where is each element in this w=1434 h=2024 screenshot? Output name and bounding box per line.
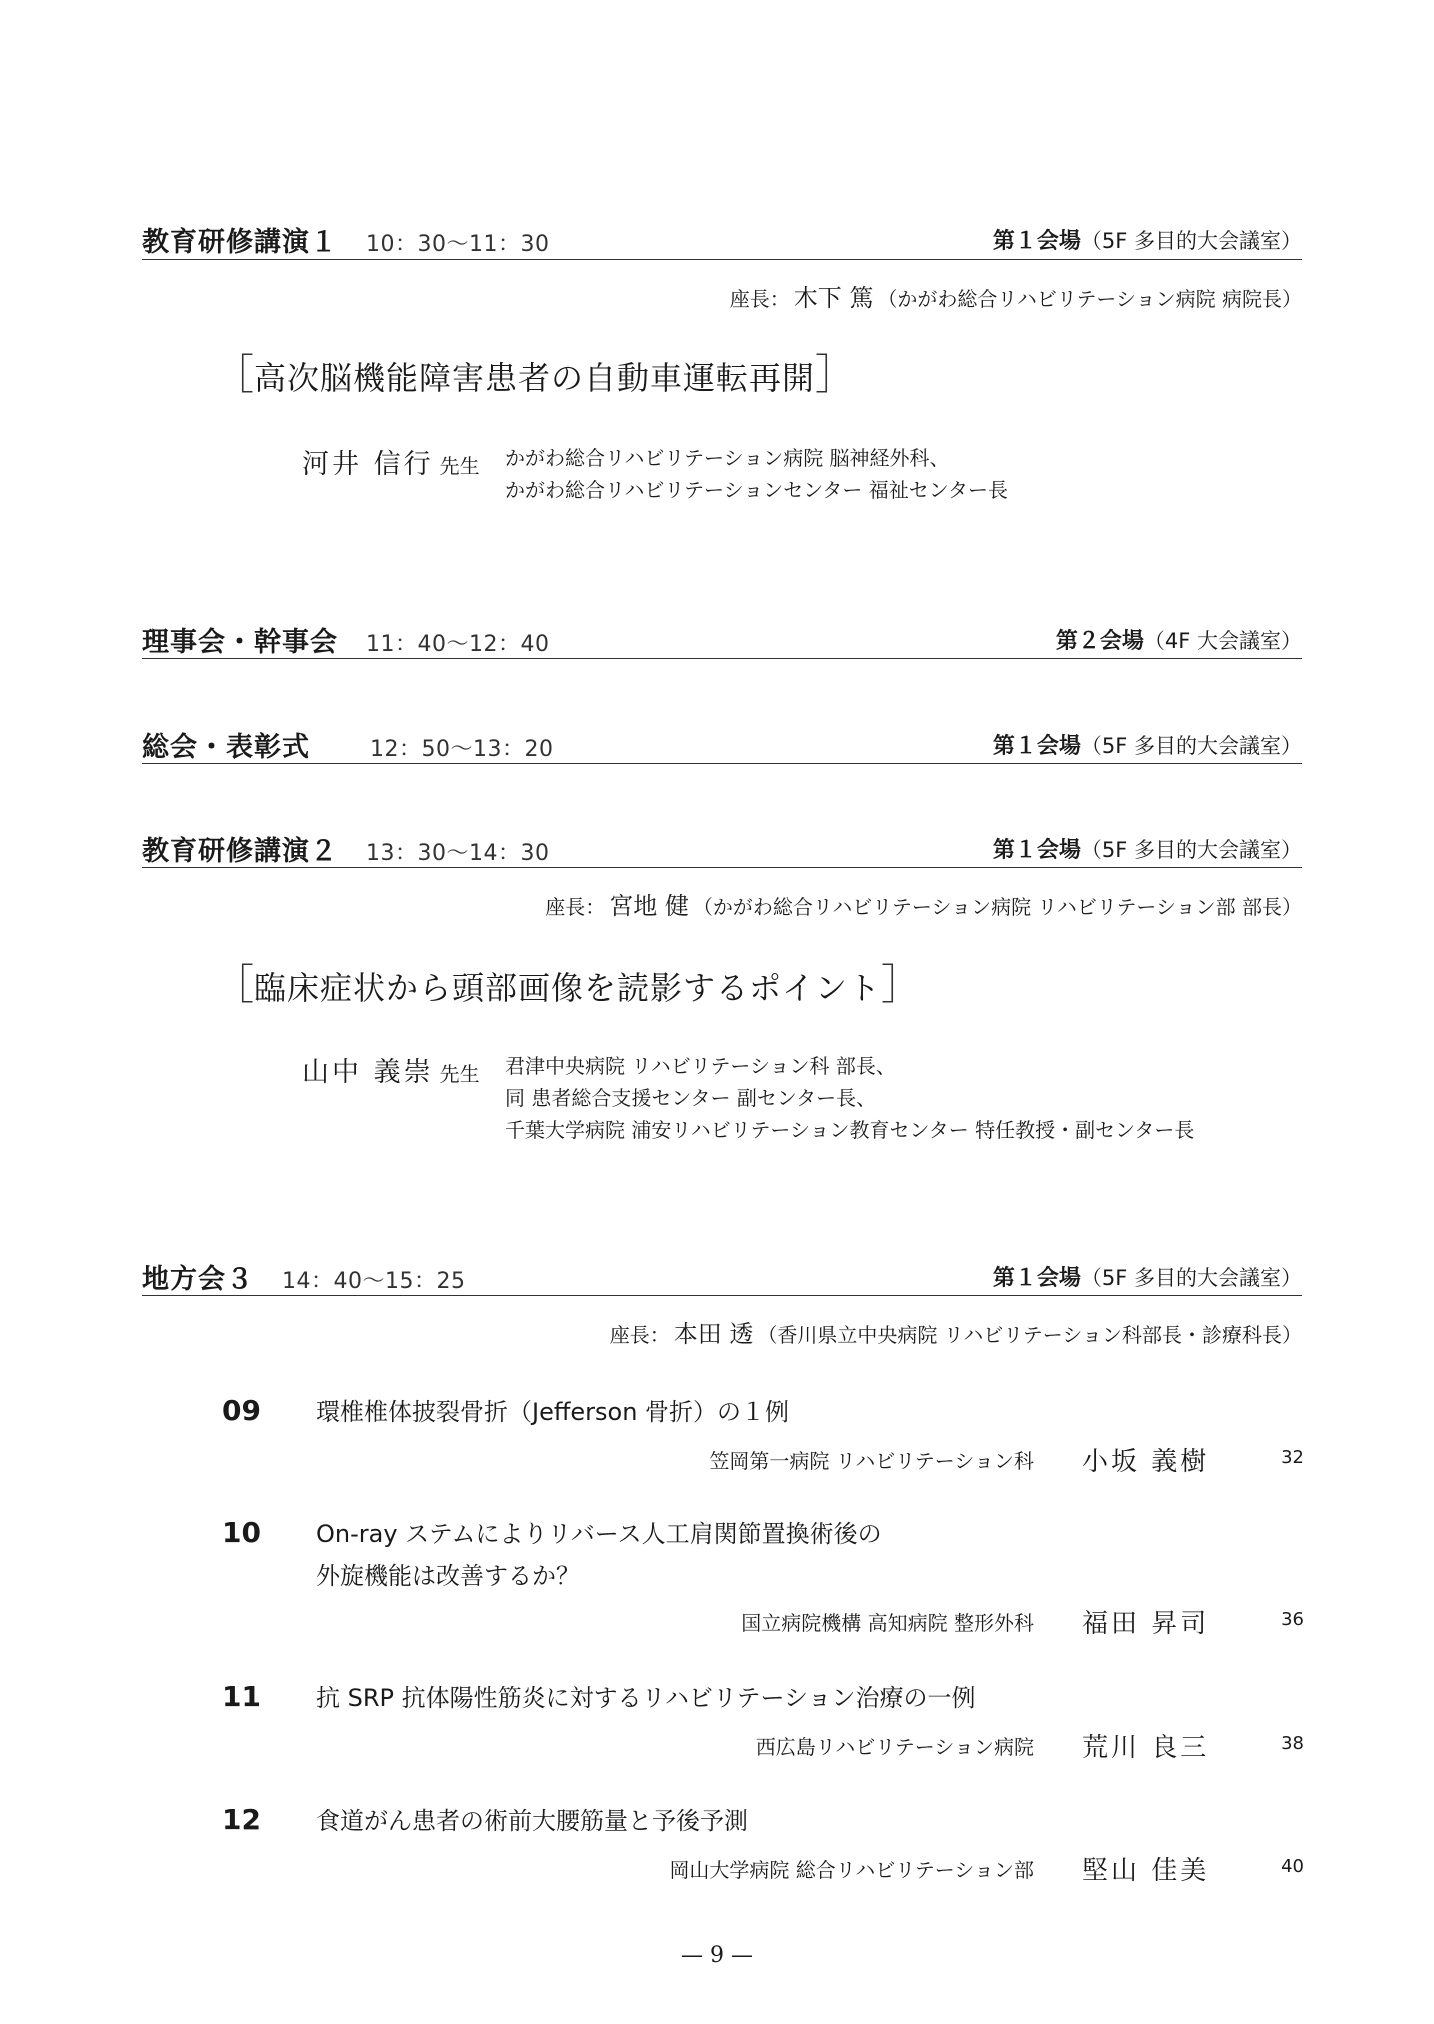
title-line: 外旋機能は改善するか？ [316,1562,580,1590]
speaker-affiliation-edu2 [505,1050,1194,1146]
session-header-board [142,620,549,659]
lecture-title-edu1 [212,342,857,402]
presentation-number: 10 [222,1516,261,1549]
title-line: 食道がん患者の術前大腰筋量と予後予測 [316,1807,748,1835]
chair-line-regional3 [610,1314,1302,1349]
close-bracket: ］ [815,350,858,399]
presentation-page: 32 [1281,1447,1304,1468]
presentation-number: 12 [222,1803,261,1836]
presentation-institution: 笠岡第一病院 リハビリテーション科 [709,1449,1034,1473]
open-bracket: ［ [212,960,255,1009]
affiliation-line: かがわ総合リハビリテーションセンター 福祉センター長 [505,478,1008,502]
session-venue-general [993,729,1302,760]
section-divider [142,867,1302,868]
chair-name: 本田 透 [673,1320,754,1348]
title-line: 環椎椎体披裂骨折（Jefferson 骨折）の１例 [316,1398,790,1426]
venue-main: 第２会場 [1055,629,1144,654]
chair-label: 座長： [545,895,606,919]
presentation-author: 荒川 良三 [1082,1733,1210,1763]
presentation-institution: 国立病院機構 高知病院 整形外科 [741,1611,1034,1635]
speaker-affiliation-edu1 [505,442,1008,506]
venue-main: 第１会場 [992,1266,1081,1291]
venue-detail: （5F 多目的大会議室） [1080,229,1302,253]
speaker-name: 河井 信行 [302,449,434,480]
chair-label: 座長： [609,1323,670,1347]
session-venue-edu1 [993,224,1302,255]
speaker-name: 山中 義崇 [302,1057,434,1088]
section-divider [142,763,1302,764]
chair-line-edu1 [730,278,1302,313]
chair-name: 宮地 健 [609,892,689,920]
chair-affiliation: （かがわ総合リハビリテーション病院 病院長） [877,287,1302,311]
presentation-title [316,1391,789,1433]
chair-label: 座長： [729,287,790,311]
chair-affiliation: （かがわ総合リハビリテーション病院 リハビリテーション部 部長） [692,895,1302,919]
presentation-institution: 西広島リハビリテーション病院 [755,1735,1034,1759]
presentation-author: 福田 昇司 [1082,1609,1210,1639]
title-line: 抗 SRP 抗体陽性筋炎に対するリハビリテーション治療の一例 [316,1684,976,1712]
title-line: On-ray ステムによりリバース人工肩関節置換術後の [316,1520,882,1548]
session-title: 総会・表彰式 [142,732,310,763]
affiliation-line: 君津中央病院 リハビリテーション科 部長、 [505,1054,896,1078]
presentation-institution: 岡山大学病院 総合リハビリテーション部 [669,1858,1034,1882]
presentation-title [316,1800,748,1842]
lecture-title: 高次脳機能障害患者の自動車運転再開 [254,359,816,397]
chair-name: 木下 篤 [793,284,874,312]
section-divider [142,658,1302,659]
session-venue-edu2 [993,833,1302,864]
page-number: — 9 — [681,1943,753,1968]
presentation-title [316,1513,882,1597]
presentation-page: 36 [1281,1609,1304,1630]
lecture-title: 臨床症状から頭部画像を読影するポイント [254,969,882,1007]
chair-line-edu2 [545,886,1302,921]
session-header-general [142,725,553,764]
affiliation-line: 千葉大学病院 浦安リハビリテーション教育センター 特任教授・副センター長 [505,1118,1195,1142]
session-time: 14：40～15：25 [282,1269,466,1294]
presentation-number: 11 [222,1680,261,1713]
session-venue-regional3 [993,1261,1302,1292]
speaker-suffix: 先生 [439,454,480,478]
presentation-number: 09 [222,1394,261,1427]
speaker-edu2 [302,1050,480,1089]
speaker-suffix: 先生 [439,1062,480,1086]
affiliation-line: かがわ総合リハビリテーション病院 脳神経外科、 [505,446,950,470]
chair-affiliation: （香川県立中央病院 リハビリテーション科部長・診療科長） [757,1323,1302,1347]
session-time: 10：30～11：30 [366,232,550,257]
session-time: 12：50～13：20 [370,737,554,762]
section-divider [142,259,1302,260]
venue-main: 第１会場 [992,734,1081,759]
affiliation-line: 同 患者総合支援センター 副センター長、 [505,1086,877,1110]
session-header-regional3 [142,1257,465,1296]
close-bracket: ］ [881,960,924,1009]
venue-main: 第１会場 [992,229,1081,254]
session-venue-board [1056,624,1302,655]
presentation-page: 40 [1281,1856,1304,1877]
venue-detail: （4F 大会議室） [1143,629,1302,653]
session-title: 理事会・幹事会 [142,627,338,658]
presentation-page: 38 [1281,1733,1304,1754]
presentation-title [316,1677,975,1719]
venue-main: 第１会場 [992,838,1081,863]
section-divider [142,1295,1302,1296]
speaker-edu1 [302,442,480,481]
lecture-title-edu2 [212,952,923,1012]
session-header-edu2 [142,829,549,868]
session-title: 教育研修講演１ [142,227,338,258]
session-time: 13：30～14：30 [366,841,550,866]
session-header-edu1 [142,220,549,259]
venue-detail: （5F 多目的大会議室） [1080,734,1302,758]
open-bracket: ［ [212,350,255,399]
session-time: 11：40～12：40 [366,632,550,657]
session-title: 教育研修講演２ [142,836,338,867]
venue-detail: （5F 多目的大会議室） [1080,838,1302,862]
venue-detail: （5F 多目的大会議室） [1080,1266,1302,1290]
presentation-author: 小坂 義樹 [1082,1447,1210,1477]
presentation-author: 堅山 佳美 [1082,1856,1210,1886]
session-title: 地方会３ [142,1264,254,1295]
